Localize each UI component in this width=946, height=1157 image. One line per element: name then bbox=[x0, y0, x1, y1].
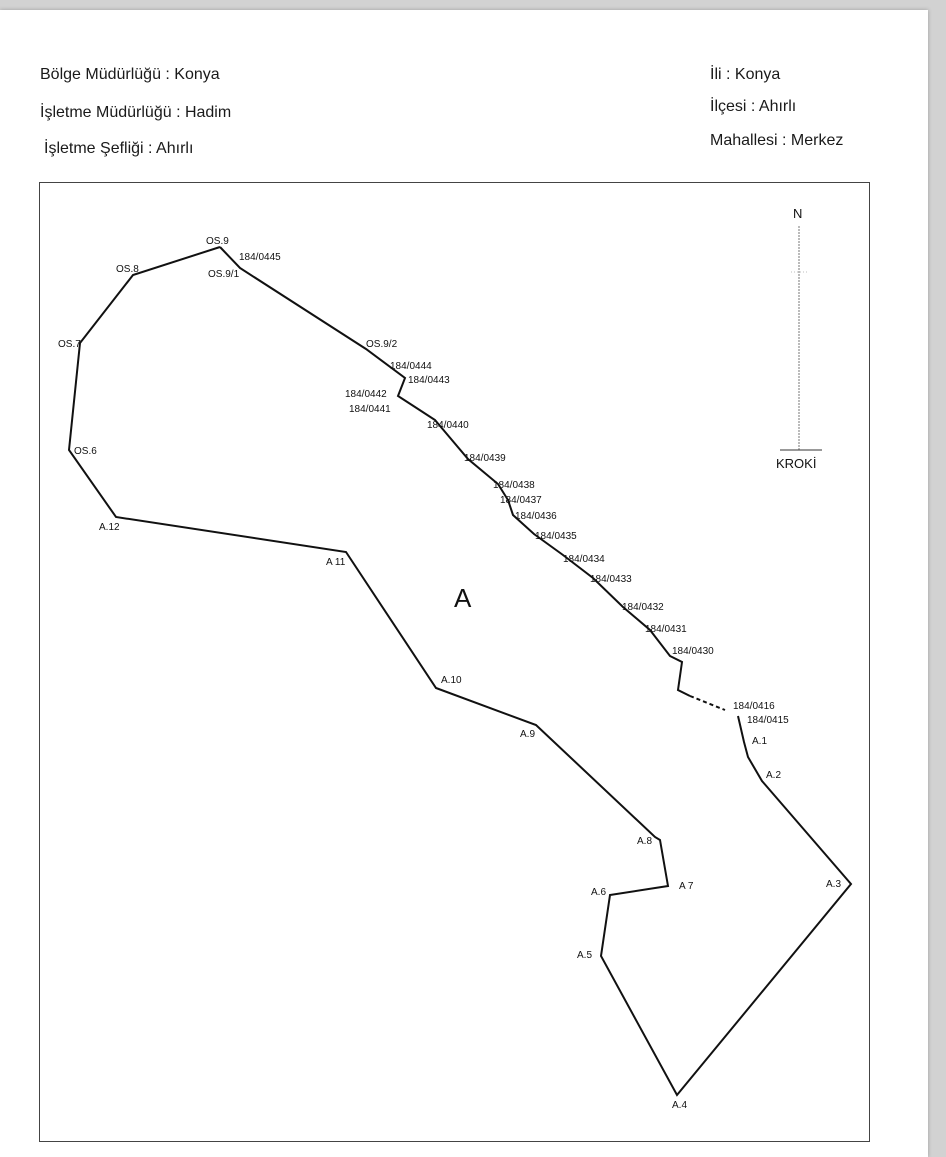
point-label: 184/0434 bbox=[563, 554, 605, 565]
area-label: A bbox=[454, 583, 472, 613]
regional-directorate-label: Bölge Müdürlüğü : Konya bbox=[40, 66, 220, 83]
sketch-label: KROKİ bbox=[776, 456, 817, 471]
point-label: A.1 bbox=[752, 736, 768, 747]
point-label: A.2 bbox=[766, 770, 782, 781]
point-label: A.3 bbox=[826, 879, 842, 890]
point-label: 184/0416 bbox=[733, 701, 775, 712]
point-label: 184/0435 bbox=[535, 531, 577, 542]
neighborhood-label: Mahallesi : Merkez bbox=[710, 132, 844, 149]
point-label: 184/0438 bbox=[493, 480, 535, 491]
point-label: A.6 bbox=[591, 887, 607, 898]
point-label: 184/0437 bbox=[500, 495, 542, 506]
point-label: 184/0439 bbox=[464, 453, 506, 464]
point-label: OS.8 bbox=[116, 264, 139, 275]
operations-directorate-label: İşletme Müdürlüğü : Hadim bbox=[40, 104, 232, 121]
point-label: 184/0433 bbox=[590, 574, 632, 585]
point-label: OS.9/2 bbox=[366, 339, 398, 350]
parcel-boundary bbox=[69, 247, 851, 1095]
point-label: 184/0440 bbox=[427, 420, 469, 431]
point-label: A.10 bbox=[441, 675, 462, 686]
point-label: 184/0445 bbox=[239, 252, 281, 263]
district-label: İlçesi : Ahırlı bbox=[710, 98, 797, 115]
north-label: N bbox=[793, 206, 803, 221]
point-label: 184/0431 bbox=[645, 624, 687, 635]
point-label: 184/0415 bbox=[747, 715, 789, 726]
point-label: A.4 bbox=[672, 1100, 688, 1111]
point-label: 184/0436 bbox=[515, 511, 557, 522]
point-label: 184/0443 bbox=[408, 375, 450, 386]
point-label: 184/0442 bbox=[345, 389, 387, 400]
point-label: 184/0430 bbox=[672, 646, 714, 657]
point-label: A.5 bbox=[577, 950, 593, 961]
point-label: 184/0444 bbox=[390, 361, 432, 372]
point-label: 184/0432 bbox=[622, 602, 664, 613]
point-label: OS.9/1 bbox=[208, 269, 240, 280]
point-label: A.12 bbox=[99, 522, 120, 533]
point-label: A.8 bbox=[637, 836, 653, 847]
point-label: A 11 bbox=[326, 557, 346, 568]
point-label: OS.9 bbox=[206, 236, 229, 247]
point-label: 184/0441 bbox=[349, 404, 391, 415]
operations-chiefdom-label: İşletme Şefliği : Ahırlı bbox=[44, 140, 194, 157]
point-label: A.9 bbox=[520, 729, 536, 740]
north-arrow bbox=[780, 226, 822, 450]
province-label: İli : Konya bbox=[710, 66, 781, 83]
point-label: OS.6 bbox=[74, 446, 97, 457]
point-label: OS.7 bbox=[58, 339, 81, 350]
point-label: A 7 bbox=[679, 881, 694, 892]
